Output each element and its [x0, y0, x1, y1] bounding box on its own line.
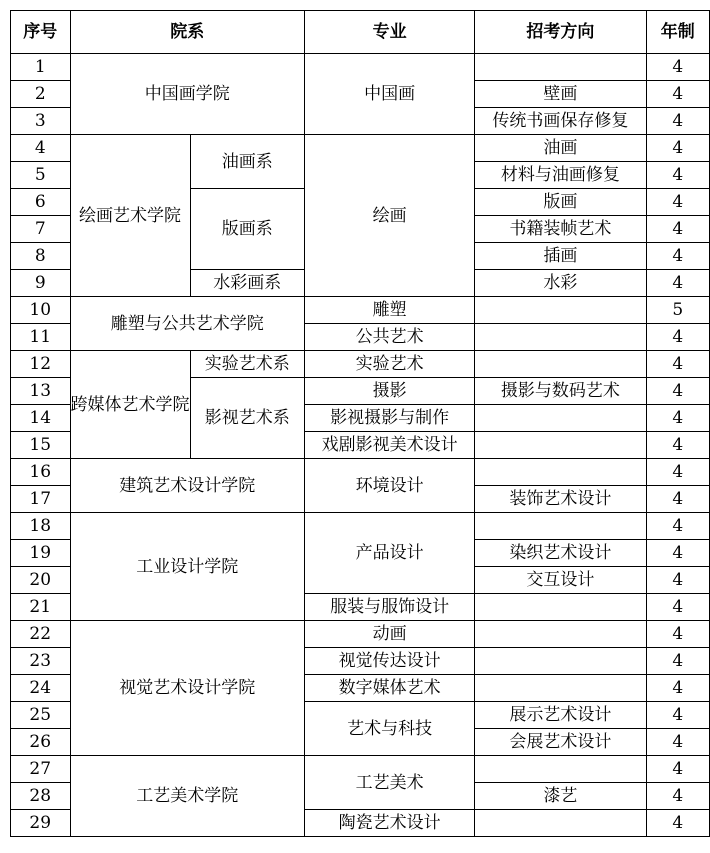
row-number: 23 — [11, 648, 71, 675]
row-number: 27 — [11, 756, 71, 783]
direction-cell — [475, 324, 646, 351]
row-number: 3 — [11, 108, 71, 135]
years-cell: 4 — [646, 594, 709, 621]
years-cell: 4 — [646, 108, 709, 135]
row-number: 5 — [11, 162, 71, 189]
school-cell: 工业设计学院 — [70, 513, 304, 621]
years-cell: 4 — [646, 378, 709, 405]
direction-cell — [475, 54, 646, 81]
direction-cell: 油画 — [475, 135, 646, 162]
years-cell: 4 — [646, 324, 709, 351]
row-number: 10 — [11, 297, 71, 324]
years-cell: 4 — [646, 216, 709, 243]
header-direction: 招考方向 — [475, 11, 646, 54]
years-cell: 4 — [646, 270, 709, 297]
row-number: 25 — [11, 702, 71, 729]
row-number: 18 — [11, 513, 71, 540]
row-number: 4 — [11, 135, 71, 162]
direction-cell: 染织艺术设计 — [475, 540, 646, 567]
major-cell: 摄影 — [304, 378, 474, 405]
major-cell: 服装与服饰设计 — [304, 594, 474, 621]
direction-cell: 传统书画保存修复 — [475, 108, 646, 135]
direction-cell — [475, 756, 646, 783]
school-cell: 建筑艺术设计学院 — [70, 459, 304, 513]
table-row — [11, 459, 710, 486]
row-number: 15 — [11, 432, 71, 459]
row-number: 22 — [11, 621, 71, 648]
years-cell: 4 — [646, 621, 709, 648]
header-no: 序号 — [11, 11, 71, 54]
direction-cell: 摄影与数码艺术 — [475, 378, 646, 405]
direction-cell: 会展艺术设计 — [475, 729, 646, 756]
department-cell: 版画系 — [190, 189, 304, 270]
major-cell: 公共艺术 — [304, 324, 474, 351]
years-cell: 4 — [646, 486, 709, 513]
row-number: 11 — [11, 324, 71, 351]
school-cell: 工艺美术学院 — [70, 756, 304, 837]
direction-cell — [475, 621, 646, 648]
majors-table — [10, 10, 710, 837]
table-row — [11, 621, 710, 648]
department-cell: 影视艺术系 — [190, 378, 304, 459]
header-years: 年制 — [646, 11, 709, 54]
direction-cell: 书籍装帧艺术 — [475, 216, 646, 243]
row-number: 6 — [11, 189, 71, 216]
header-row — [11, 11, 710, 54]
department-cell: 油画系 — [190, 135, 304, 189]
header-school: 院系 — [70, 11, 304, 54]
row-number: 13 — [11, 378, 71, 405]
years-cell: 4 — [646, 702, 709, 729]
major-cell: 影视摄影与制作 — [304, 405, 474, 432]
direction-cell: 漆艺 — [475, 783, 646, 810]
row-number: 19 — [11, 540, 71, 567]
years-cell: 4 — [646, 189, 709, 216]
years-cell: 4 — [646, 567, 709, 594]
department-cell: 水彩画系 — [190, 270, 304, 297]
row-number: 1 — [11, 54, 71, 81]
major-cell: 雕塑 — [304, 297, 474, 324]
years-cell: 4 — [646, 459, 709, 486]
department-cell: 实验艺术系 — [190, 351, 304, 378]
row-number: 12 — [11, 351, 71, 378]
years-cell: 4 — [646, 648, 709, 675]
row-number: 28 — [11, 783, 71, 810]
major-cell: 中国画 — [304, 54, 474, 135]
years-cell: 4 — [646, 675, 709, 702]
school-cell: 视觉艺术设计学院 — [70, 621, 304, 756]
years-cell: 4 — [646, 783, 709, 810]
direction-cell — [475, 351, 646, 378]
row-number: 16 — [11, 459, 71, 486]
row-number: 24 — [11, 675, 71, 702]
row-number: 21 — [11, 594, 71, 621]
major-cell: 数字媒体艺术 — [304, 675, 474, 702]
direction-cell: 展示艺术设计 — [475, 702, 646, 729]
row-number: 20 — [11, 567, 71, 594]
direction-cell: 水彩 — [475, 270, 646, 297]
major-cell: 艺术与科技 — [304, 702, 474, 756]
years-cell: 5 — [646, 297, 709, 324]
years-cell: 4 — [646, 810, 709, 837]
years-cell: 4 — [646, 756, 709, 783]
direction-cell — [475, 594, 646, 621]
major-cell: 实验艺术 — [304, 351, 474, 378]
years-cell: 4 — [646, 351, 709, 378]
years-cell: 4 — [646, 513, 709, 540]
header-major: 专业 — [304, 11, 474, 54]
row-number: 17 — [11, 486, 71, 513]
direction-cell — [475, 459, 646, 486]
direction-cell: 插画 — [475, 243, 646, 270]
table-row — [11, 297, 710, 324]
years-cell: 4 — [646, 405, 709, 432]
major-cell: 环境设计 — [304, 459, 474, 513]
school-cell: 跨媒体艺术学院 — [70, 351, 190, 459]
school-cell: 中国画学院 — [70, 54, 304, 135]
row-number: 7 — [11, 216, 71, 243]
major-cell: 工艺美术 — [304, 756, 474, 810]
years-cell: 4 — [646, 162, 709, 189]
major-cell: 戏剧影视美术设计 — [304, 432, 474, 459]
direction-cell: 装饰艺术设计 — [475, 486, 646, 513]
direction-cell — [475, 513, 646, 540]
years-cell: 4 — [646, 432, 709, 459]
direction-cell: 材料与油画修复 — [475, 162, 646, 189]
table-row — [11, 513, 710, 540]
major-cell: 动画 — [304, 621, 474, 648]
direction-cell — [475, 405, 646, 432]
years-cell: 4 — [646, 729, 709, 756]
table-row — [11, 351, 710, 378]
table-row — [11, 54, 710, 81]
years-cell: 4 — [646, 54, 709, 81]
school-cell: 雕塑与公共艺术学院 — [70, 297, 304, 351]
row-number: 14 — [11, 405, 71, 432]
years-cell: 4 — [646, 135, 709, 162]
years-cell: 4 — [646, 243, 709, 270]
major-cell: 绘画 — [304, 135, 474, 297]
direction-cell: 壁画 — [475, 81, 646, 108]
table-row — [11, 756, 710, 783]
major-cell: 视觉传达设计 — [304, 648, 474, 675]
years-cell: 4 — [646, 81, 709, 108]
direction-cell: 版画 — [475, 189, 646, 216]
school-cell: 绘画艺术学院 — [70, 135, 190, 297]
direction-cell — [475, 432, 646, 459]
row-number: 26 — [11, 729, 71, 756]
row-number: 8 — [11, 243, 71, 270]
direction-cell: 交互设计 — [475, 567, 646, 594]
major-cell: 产品设计 — [304, 513, 474, 594]
row-number: 2 — [11, 81, 71, 108]
years-cell: 4 — [646, 540, 709, 567]
row-number: 29 — [11, 810, 71, 837]
direction-cell — [475, 810, 646, 837]
row-number: 9 — [11, 270, 71, 297]
direction-cell — [475, 675, 646, 702]
major-cell: 陶瓷艺术设计 — [304, 810, 474, 837]
direction-cell — [475, 648, 646, 675]
direction-cell — [475, 297, 646, 324]
table-row — [11, 135, 710, 162]
